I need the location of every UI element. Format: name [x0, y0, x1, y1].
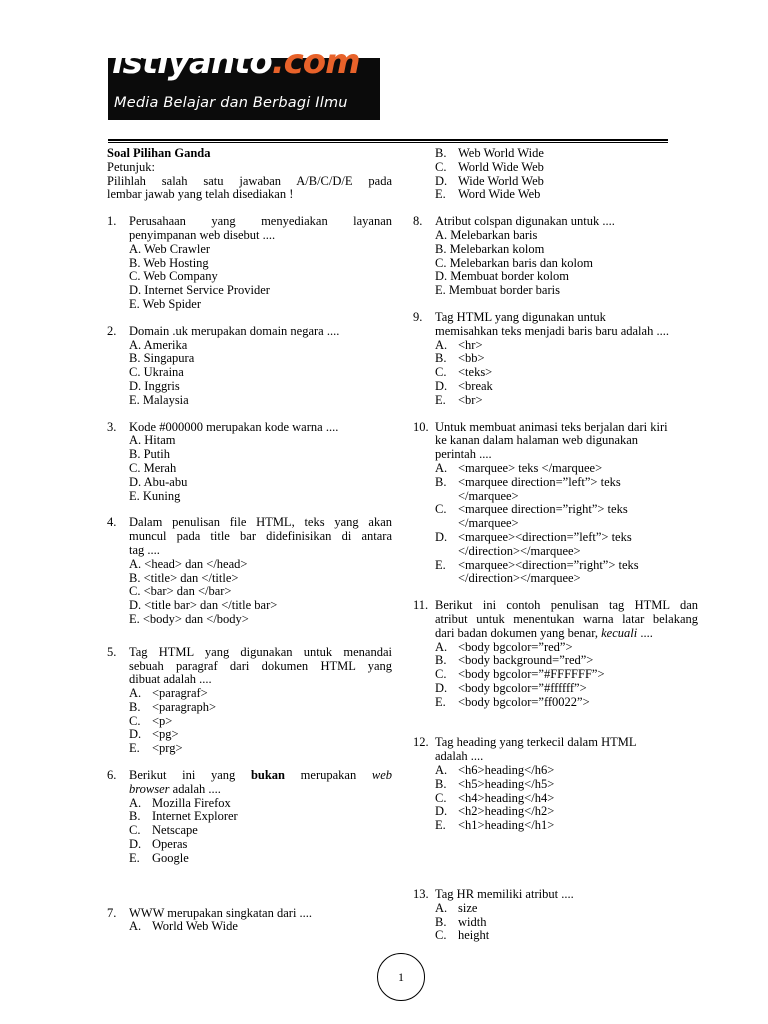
question-number: 2.: [107, 323, 117, 338]
answer-option: B. <title> dan </title>: [129, 570, 239, 585]
question-stem: dibuat adalah ....: [129, 672, 212, 687]
answer-option: D. <body bgcolor=”#ffffff”>: [435, 680, 587, 695]
question-9: [413, 311, 698, 408]
question-11: [413, 599, 698, 709]
answer-option: C. <p>: [129, 713, 173, 728]
question-stem: Untuk membuat animasi teks berjalan dari kiri: [435, 419, 668, 434]
page-number: 1: [377, 953, 425, 1001]
question-stem: Tag HR memiliki atribut ....: [435, 887, 574, 902]
site-logo: [108, 42, 380, 120]
answer-option: D. <h2>heading</h2>: [435, 804, 555, 819]
question-1: [107, 215, 392, 312]
answer-option: A. <marquee> teks </marquee>: [435, 460, 603, 475]
question-number: 12.: [413, 735, 429, 750]
left-column: [107, 147, 392, 934]
answer-option: B. <bb>: [435, 351, 485, 366]
question-5: [107, 646, 392, 756]
answer-option: D. <title bar> dan </title bar>: [129, 598, 278, 613]
question-number: 9.: [413, 309, 423, 324]
answer-option: D. Membuat border kolom: [435, 269, 570, 284]
answer-option: B. <h5>heading</h5>: [435, 776, 555, 791]
question-stem: Atribut colspan digunakan untuk ....: [435, 214, 615, 229]
question-stem: atribut untuk menentukan warna latar belakang: [435, 611, 698, 626]
answer-option: A. World Web Wide: [129, 919, 238, 934]
answer-option: E. <body> dan </body>: [129, 611, 249, 626]
question-stem: Berikut ini contoh penulisan tag HTML dan: [435, 598, 698, 613]
answer-option: A. <head> dan </head>: [129, 556, 248, 571]
question-stem: Tag heading yang terkecil dalam HTML: [435, 735, 637, 750]
question-stem: WWW merupakan singkatan dari ....: [129, 905, 313, 920]
answer-option: B. width: [435, 914, 487, 929]
question-stem: sebuah paragraf dari dokumen HTML yang: [129, 658, 392, 673]
answer-option: C. <body bgcolor=”#FFFFFF”>: [435, 667, 605, 682]
right-column: [413, 147, 698, 943]
answer-option: C. Netscape: [129, 823, 198, 838]
answer-option: C. <teks>: [435, 365, 493, 380]
answer-option: B. <marquee direction=”left”> teks </marquee>: [435, 474, 621, 503]
answer-option: D. Wide World Web: [435, 173, 544, 188]
answer-option: A. Melebarkan baris: [435, 227, 538, 242]
answer-option: E. Malaysia: [129, 392, 189, 407]
answer-option: B. <paragraph>: [129, 699, 217, 714]
question-stem: ke kanan dalam halaman web digunakan: [435, 433, 639, 448]
answer-option: A. <hr>: [435, 337, 483, 352]
question-stem: Tag HTML yang digunakan untuk: [435, 309, 606, 324]
instruction-line: lembar jawab yang telah disediakan !: [107, 187, 294, 202]
question-stem: muncul pada title bar didefinisikan di antara: [129, 529, 392, 544]
answer-option: E. Google: [129, 850, 189, 865]
answer-option: D. Abu-abu: [129, 474, 188, 489]
question-stem: dari badan dokumen yang benar, kecuali ....: [435, 625, 653, 640]
answer-option: C. <h4>heading</h4>: [435, 790, 555, 805]
answer-option: C. height: [435, 928, 490, 943]
answer-option: B. Melebarkan kolom: [435, 241, 545, 256]
logo-tagline: Media Belajar dan Berbagi Ilmu: [114, 95, 348, 111]
question-stem: memisahkan teks menjadi baris baru adalah ....: [435, 323, 669, 338]
answer-option: C. <bar> dan </bar>: [129, 584, 232, 599]
answer-option: D. Operas: [129, 837, 188, 852]
question-number: 6.: [107, 768, 117, 783]
answer-option: B. Internet Explorer: [129, 809, 238, 824]
answer-option: C. Melebarkan baris dan kolom: [435, 255, 593, 270]
question-stem: penyimpanan web disebut ....: [129, 227, 276, 242]
question-10: [413, 421, 698, 587]
question-stem: Perusahaan yang menyediakan layanan: [129, 214, 392, 229]
question-number: 7.: [107, 905, 117, 920]
header-rule-thick: [108, 139, 668, 141]
answer-option: D. <break: [435, 378, 493, 393]
question-13: [413, 888, 698, 943]
answer-option: D. <marquee><direction=”left”> teks </direction></marquee>: [435, 529, 632, 558]
question-stem: Dalam penulisan file HTML, teks yang akan: [129, 515, 392, 530]
question-stem: Tag HTML yang digunakan untuk menandai: [129, 644, 392, 659]
answer-option: A. Web Crawler: [129, 241, 211, 256]
question-number: 5.: [107, 644, 117, 659]
question-stem: Berikut ini yang bukan merupakan web: [129, 768, 392, 783]
answer-option: B. Putih: [129, 447, 170, 462]
answer-option: E. Web Spider: [129, 296, 202, 311]
answer-option: D. Internet Service Provider: [129, 283, 270, 298]
question-number: 4.: [107, 515, 117, 530]
instruction-line: Pilihlah salah satu jawaban A/B/C/D/E pada: [107, 173, 392, 188]
question-number: 1.: [107, 214, 117, 229]
answer-option: D. Inggris: [129, 378, 180, 393]
logo-wordmark: istiyanto.com: [112, 42, 360, 82]
question-stem: Domain .uk merupakan domain negara ....: [129, 323, 340, 338]
question-stem: perintah ....: [435, 447, 492, 462]
answer-option: A. Mozilla Firefox: [129, 795, 231, 810]
answer-option: E. <marquee><direction=”right”> teks </direction></marquee>: [435, 557, 639, 586]
question-stem: adalah ....: [435, 749, 484, 764]
answer-option: E. <prg>: [129, 741, 183, 756]
question-stem: tag ....: [129, 542, 160, 557]
question-2: [107, 325, 392, 408]
question-stem: Kode #000000 merupakan kode warna ....: [129, 419, 339, 434]
answer-option: E. Word Wide Web: [435, 187, 541, 202]
answer-option: C. Web Company: [129, 269, 218, 284]
answer-option: A. <paragraf>: [129, 686, 208, 701]
question-number: 3.: [107, 419, 117, 434]
question-stem: browser adalah ....: [129, 781, 221, 796]
answer-option: A. Hitam: [129, 433, 176, 448]
question-number: 11.: [413, 598, 429, 613]
answer-option: B. Web World Wide: [435, 146, 544, 160]
instruction-label: Petunjuk:: [107, 159, 155, 174]
answer-option: A. Amerika: [129, 337, 188, 352]
answer-option: A. <h6>heading</h6>: [435, 763, 555, 778]
answer-option: A. size: [435, 900, 478, 915]
answer-option: E. <br>: [435, 392, 483, 407]
question-3: [107, 421, 392, 504]
answer-option: C. World Wide Web: [435, 159, 544, 174]
question-number: 13.: [413, 887, 429, 902]
answer-option: E. Kuning: [129, 488, 181, 503]
question-6: [107, 769, 392, 866]
section-title: Soal Pilihan Ganda: [107, 146, 211, 160]
answer-option: E. Membuat border baris: [435, 283, 560, 298]
answer-option: A. <body bgcolor=”red”>: [435, 639, 573, 654]
question-7-continued: [413, 147, 698, 202]
question-number: 8.: [413, 214, 423, 229]
question-12: [413, 736, 698, 833]
answer-option: B. Web Hosting: [129, 255, 209, 270]
answer-option: B. Singapura: [129, 351, 195, 366]
answer-option: C. Ukraina: [129, 365, 184, 380]
answer-option: D. <pg>: [129, 727, 179, 742]
question-8: [413, 215, 698, 298]
question-4: [107, 516, 392, 626]
question-7: [107, 907, 392, 935]
answer-option: C. Merah: [129, 460, 177, 475]
answer-option: E. <h1>heading</h1>: [435, 818, 555, 833]
answer-option: E. <body bgcolor=”ff0022”>: [435, 694, 590, 709]
answer-option: B. <body background=”red”>: [435, 653, 594, 668]
answer-option: C. <marquee direction=”right”> teks </marquee>: [435, 502, 628, 531]
question-number: 10.: [413, 419, 429, 434]
header-rule-thin: [108, 142, 668, 143]
